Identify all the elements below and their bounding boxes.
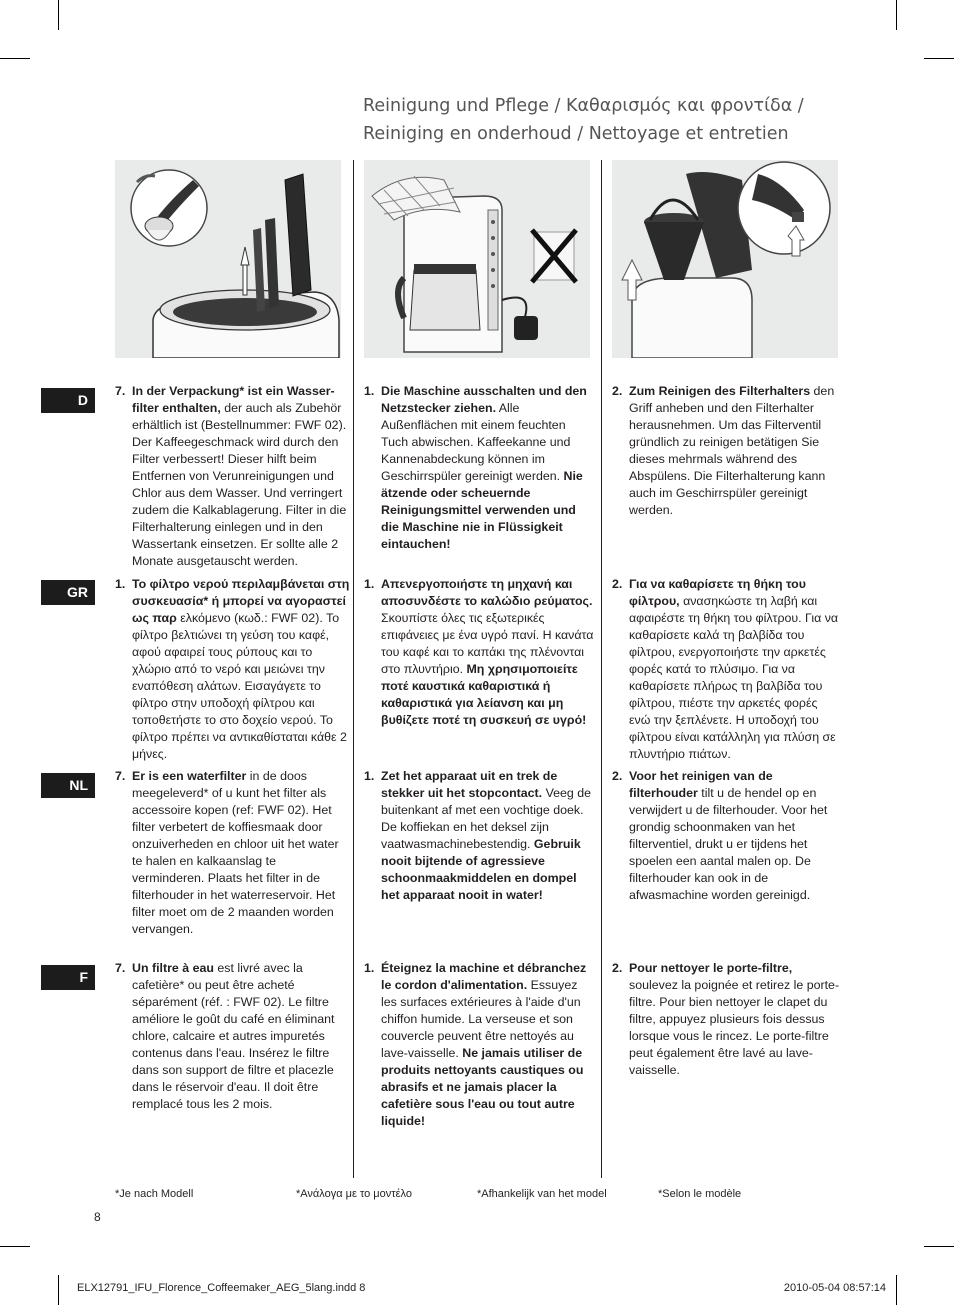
- step-bold-text: Voor het reinigen van de filterhouder: [629, 769, 773, 800]
- language-tab-f: F: [41, 965, 95, 990]
- step-bold-text: Er is een waterfilter: [132, 769, 247, 783]
- step-number: 2.: [612, 384, 623, 398]
- instruction-gr-filter: [115, 576, 351, 763]
- section-heading: [363, 92, 923, 148]
- step-number: 2.: [612, 577, 623, 591]
- illustration-remove-filter-holder: [612, 160, 838, 358]
- step-text: soulevez la poignée et retirez le porte-filtre. Pour bien nettoyer le clapet du filtre, appuyez plusieurs fois dessus lorsque vous le rincez. Le porte-filtre peut également être lavé au lave-vaisselle.: [629, 978, 840, 1077]
- crop-mark: [924, 1246, 954, 1247]
- illustration-filter-holder: [115, 160, 341, 358]
- crop-mark: [58, 1275, 59, 1305]
- step-bold-text: Απενεργοποιήστε τη μηχανή και αποσυνδέστε το καλώδιο ρεύματος.: [381, 577, 593, 608]
- step-warning-text: Ne jamais utiliser de produits nettoyants caustiques ou abrasifs et ne jamais placer la cafetière sous l'eau ou tout autre liquide!: [381, 1046, 584, 1128]
- step-bold-text: Το φίλτρο νερού περιλαμβάνεται στη συσκευασία* ή μπορεί να αγοραστεί ως παρ: [132, 577, 350, 625]
- step-text: Σκουπίστε όλες τις εξωτερικές επιφάνειες με ένα υγρό πανί. Η κανάτα του καφέ και το καπάκι της πλένονται στο πλυντήριο.: [381, 611, 594, 676]
- language-tab-d: D: [41, 388, 95, 413]
- column-divider: [353, 160, 354, 1178]
- slug-filename: ELX12791_IFU_Florence_Coffeemaker_AEG_5lang.indd 8: [77, 1282, 366, 1294]
- step-number: 7.: [115, 384, 126, 398]
- step-text: Essuyez les surfaces extérieures à l'aide d'un chiffon humide. La verseuse et son couvercle peuvent être nettoyés au lave-vaisselle.: [381, 978, 581, 1060]
- step-warning-text: Nie ätzende oder scheuernde Reinigungsmittel verwenden und die Maschine nie in Flüssigkeit eintauchen!: [381, 469, 583, 551]
- step-number: 7.: [115, 769, 126, 783]
- step-text: est livré avec la cafetière* ou peut être acheté séparément (réf. : FWF 02). Le filtre améliore le goût du café en éliminant chlore, calcaire et autres impuretés contenus dans l'eau. Insérez le filtre dans son support de filtre et placezle dans le réservoir d'eau. Il doit être remplacé tous les 2 mois.: [132, 961, 335, 1111]
- step-text: tilt u de hendel op en verwijdert u de filterhouder. Voor het grondig schoonmaken van het filterventiel, drukt u er tijdens het spoelen een aantal malen op. De filterhouder kan ook in de afwasmachine worden gereinigd.: [629, 786, 828, 902]
- step-number: 1.: [115, 577, 126, 591]
- step-number: 7.: [115, 961, 126, 975]
- column-divider: [601, 160, 602, 1178]
- instruction-nl-unplug: [364, 768, 594, 904]
- step-warning-text: Gebruik nooit bijtende of agressieve schoonmaakmiddelen en dompel het apparaat nooit in water!: [381, 837, 581, 902]
- illustration-coffeemaker-cleaning: [364, 160, 590, 358]
- step-text: den Griff anheben und den Filterhalter herausnehmen. Um das Filterventil gründlich zu reinigen betätigen Sie dieses mehrmals während des Abspülens. Die Filterhalterung kann auch im Geschirrspüler gereinigt werden.: [629, 384, 835, 517]
- step-bold-text: Die Maschine ausschalten und den Netzstecker ziehen.: [381, 384, 587, 415]
- step-text: ανασηκώστε τη λαβή και αφαιρέστε τη θήκη του φίλτρου. Για να καθαρίσετε καλά τη βαλβίδα του φίλτρου, ενεργοποιήστε την αρκετές φορές κατά το πλύσιμο. Για να καθαρίσετε πλήρως τη βαλβίδα του φίλτρου, πιέστε την αρκετές φορές ενώ την ξεπλένετε. Η υποδοχή του φίλτρου είναι κατάλληλη για πλύση σε πλυντήριο πιάτων.: [629, 594, 839, 761]
- step-text: Veeg de buitenkant af met een vochtige doek. De koffiekan en het deksel zijn vaatwasmachinebestendig.: [381, 786, 592, 851]
- footnote-gr: *Ανάλογα με το μοντέλο: [296, 1188, 412, 1200]
- step-bold-text: Éteignez la machine et débranchez le cordon d'alimentation.: [381, 961, 587, 992]
- heading-line-2: Reiniging en onderhoud / Nettoyage et entretien: [363, 124, 789, 144]
- crop-mark: [58, 0, 59, 30]
- language-tab-gr: GR: [41, 580, 95, 605]
- crop-mark: [0, 58, 30, 59]
- step-text: ελκόμενο (κωδ.: FWF 02). Το φίλτρο βελτιώνει τη γεύση του καφέ, αφού αφαιρεί τους ρύπους και το χλώριο από το νερό και μειώνει την εναπόθεση αλάτων. Εισαγάγετε το φίλτρο στην υποδοχή φίλτρου και τοποθετήστε το στο δοχείο νερού. Το φίλτρο πρέπει να αντικαθίσταται κάθε 2 μήνες.: [132, 611, 347, 761]
- step-bold-text: In der Verpackung* ist ein Wasser-filter enthalten,: [132, 384, 335, 415]
- step-bold-text: Pour nettoyer le porte-filtre,: [629, 961, 793, 975]
- footnote-nl: *Afhankelijk van het model: [477, 1188, 607, 1200]
- step-number: 2.: [612, 961, 623, 975]
- step-bold-text: Zum Reinigen des Filterhalters: [629, 384, 811, 398]
- crop-mark: [0, 1246, 30, 1247]
- instruction-f-filter: [115, 960, 351, 1113]
- page-number: 8: [94, 1210, 101, 1224]
- step-bold-text: Για να καθαρίσετε τη θήκη του φίλτρου,: [629, 577, 806, 608]
- crop-mark: [896, 0, 897, 30]
- step-number: 2.: [612, 769, 623, 783]
- instruction-nl-filter: [115, 768, 351, 938]
- footnote-d: *Je nach Modell: [115, 1188, 194, 1200]
- step-bold-text: Zet het apparaat uit en trek de stekker uit het stopcontact.: [381, 769, 558, 800]
- crop-mark: [896, 1275, 897, 1305]
- instruction-nl-filter-holder: [612, 768, 842, 904]
- instruction-d-unplug: [364, 383, 594, 553]
- instruction-gr-unplug: [364, 576, 594, 729]
- step-number: 1.: [364, 577, 375, 591]
- language-tab-nl: NL: [41, 773, 95, 798]
- instruction-f-filter-holder: [612, 960, 842, 1079]
- instruction-f-unplug: [364, 960, 594, 1130]
- footnote-f: *Selon le modèle: [658, 1188, 742, 1200]
- step-number: 1.: [364, 384, 375, 398]
- crop-mark: [924, 58, 954, 59]
- slug-date: 2010-05-04 08:57:14: [783, 1282, 886, 1294]
- step-text: in de doos meegeleverd* of u kunt het filter als accessoire kopen (ref: FWF 02). Het filter verbetert de koffiesmaak door onzuiverheden en chloor uit het water te halen en kalkaanslag te verminderen. Plaats het filter in de filterhouder in het waterreservoir. Het filter moet om de 2 maanden worden vervangen.: [132, 769, 339, 936]
- instruction-gr-filter-holder: [612, 576, 842, 763]
- heading-line-1: Reinigung und Pflege / Καθαρισμός και φροντίδα /: [363, 96, 804, 116]
- step-number: 1.: [364, 961, 375, 975]
- step-number: 1.: [364, 769, 375, 783]
- instruction-d-filter: [115, 383, 351, 570]
- step-text: der auch als Zubehör erhältlich ist (Bestellnummer: FWF 02). Der Kaffeegeschmack wird durch den Filter verbessert! Dieser hilft beim Entfernen von Verunreinigungen und Chlor aus dem Wasser. Und verringert zudem die Kalkablagerung. Filter in die Filterhalterung einlegen und in den Wassertank einsetzen. Er sollte alle 2 Monate ausgetauscht werden.: [132, 401, 347, 568]
- instruction-d-filter-holder: [612, 383, 842, 519]
- step-warning-text: Μη χρησιμοποιείτε ποτέ καυστικά καθαριστικά ή καθαριστικά για λείανση και μη βυθίζετε ποτέ τη συσκευή σε υγρό!: [381, 662, 587, 727]
- step-text: Alle Außenflächen mit einem feuchten Tuch abwischen. Kaffeekanne und Kannenabdeckung können im Geschirrspüler gereinigt werden.: [381, 401, 571, 483]
- step-bold-text: Un filtre à eau: [132, 961, 214, 975]
